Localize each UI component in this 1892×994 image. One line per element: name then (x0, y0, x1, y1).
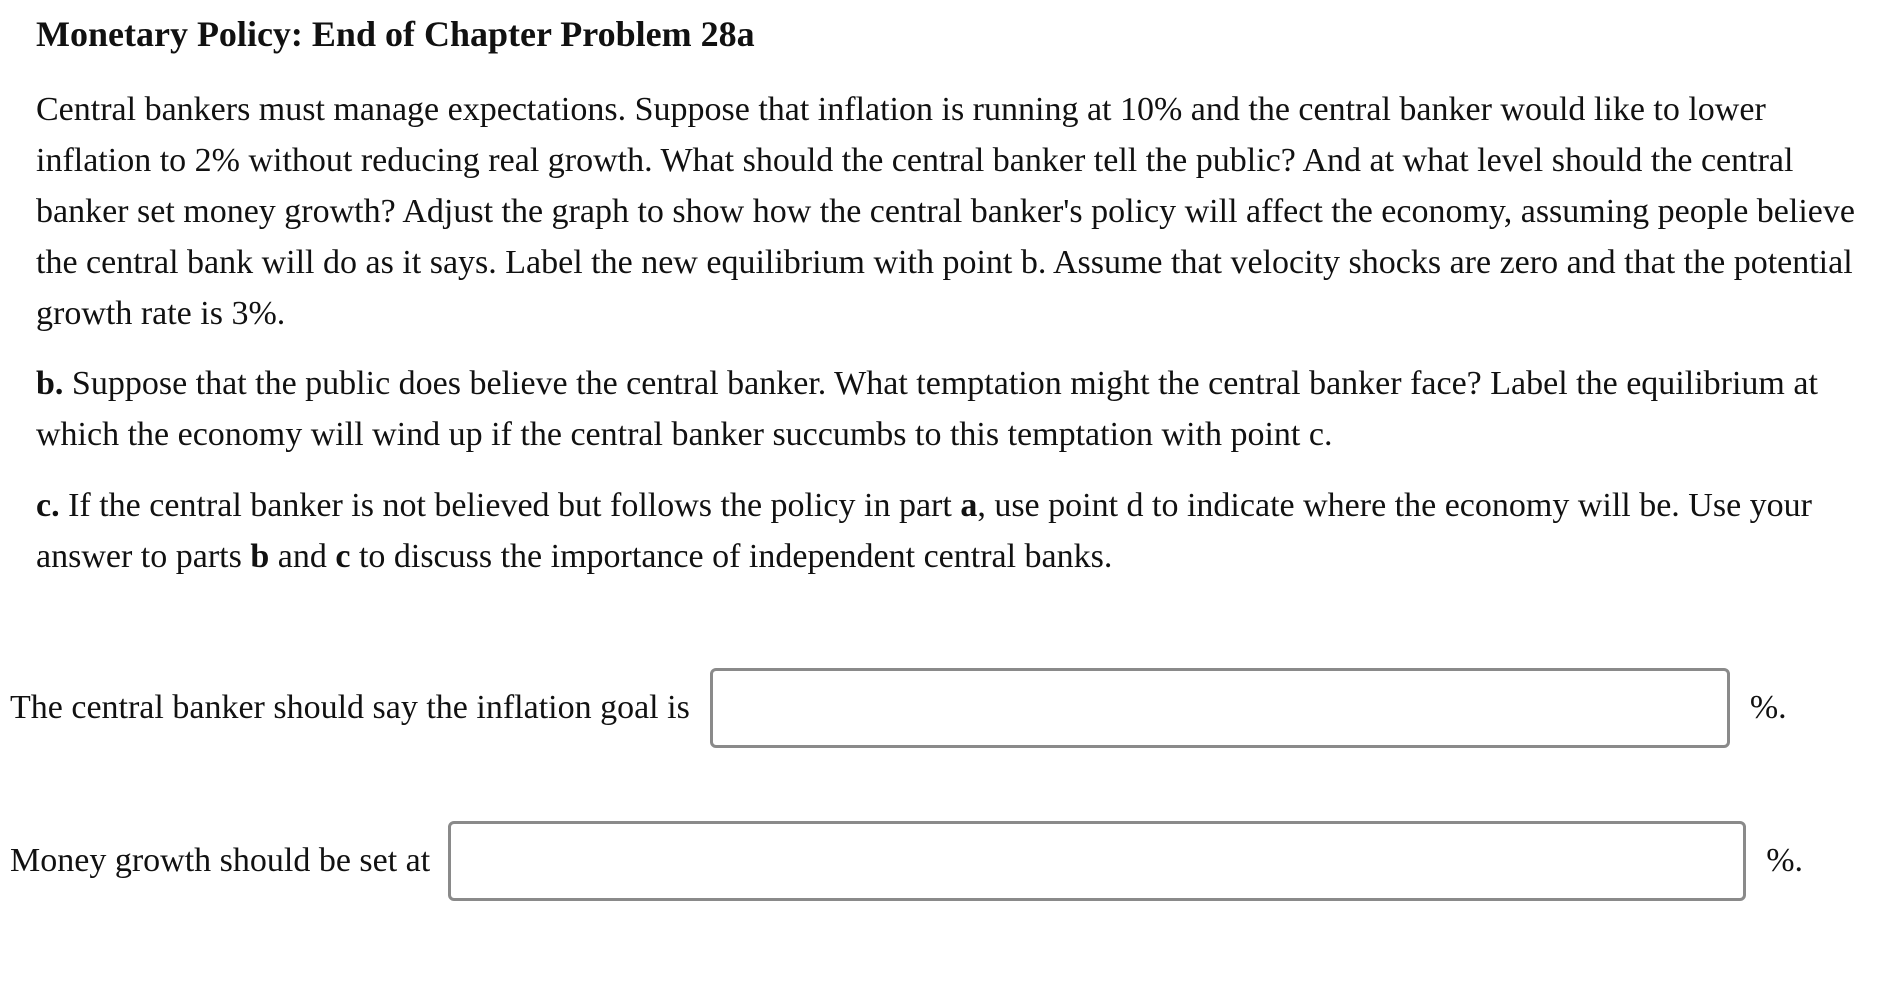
money-growth-unit: %. (1766, 842, 1804, 879)
part-b-lead: b. (36, 365, 64, 402)
part-c-text-4: to discuss the importance of independent central banks. (350, 538, 1113, 575)
part-c-text-1: If the central banker is not believed but follows the policy in part (59, 487, 961, 524)
money-growth-row (10, 819, 1803, 903)
part-c-paragraph (36, 480, 1856, 582)
money-growth-label: Money growth should be set at (10, 842, 431, 879)
money-growth-input[interactable] (448, 821, 1746, 901)
part-c-text-2: , use point d to indicate where the economy will be. Use your answer to parts (36, 487, 1813, 575)
part-c-reference: c (335, 538, 351, 575)
part-c-text-3: and (269, 538, 336, 575)
part-a-reference: a (960, 487, 978, 524)
inflation-goal-row (10, 666, 1787, 750)
part-b-paragraph (36, 358, 1856, 460)
inflation-goal-input[interactable] (710, 668, 1730, 748)
inflation-goal-label: The central banker should say the inflation goal is (10, 689, 690, 726)
problem-container (36, 0, 1856, 582)
problem-intro: Central bankers must manage expectations. Suppose that inflation is running at 10% and the central banker would like to lower inflation to 2% without reducing real growth. What should the central banker tell the public? And at what level should the central banker set money growth? Adjust the graph to show how the central banker's policy will affect the economy, assuming people believe the central bank will do as it says. Label the new equilibrium with point b. Assume that velocity shocks are zero and that the potential growth rate is 3%. (36, 91, 1855, 332)
part-b-text: Suppose that the public does believe the central banker. What temptation might the central banker face? Label the equilibrium at which the economy will wind up if the central banker succumbs to this temptation with point c. (36, 365, 1818, 453)
problem-title: Monetary Policy: End of Chapter Problem 28a (36, 14, 755, 54)
part-c-lead: c. (36, 487, 60, 524)
part-b-reference: b (250, 538, 270, 575)
inflation-goal-unit: %. (1749, 689, 1787, 726)
